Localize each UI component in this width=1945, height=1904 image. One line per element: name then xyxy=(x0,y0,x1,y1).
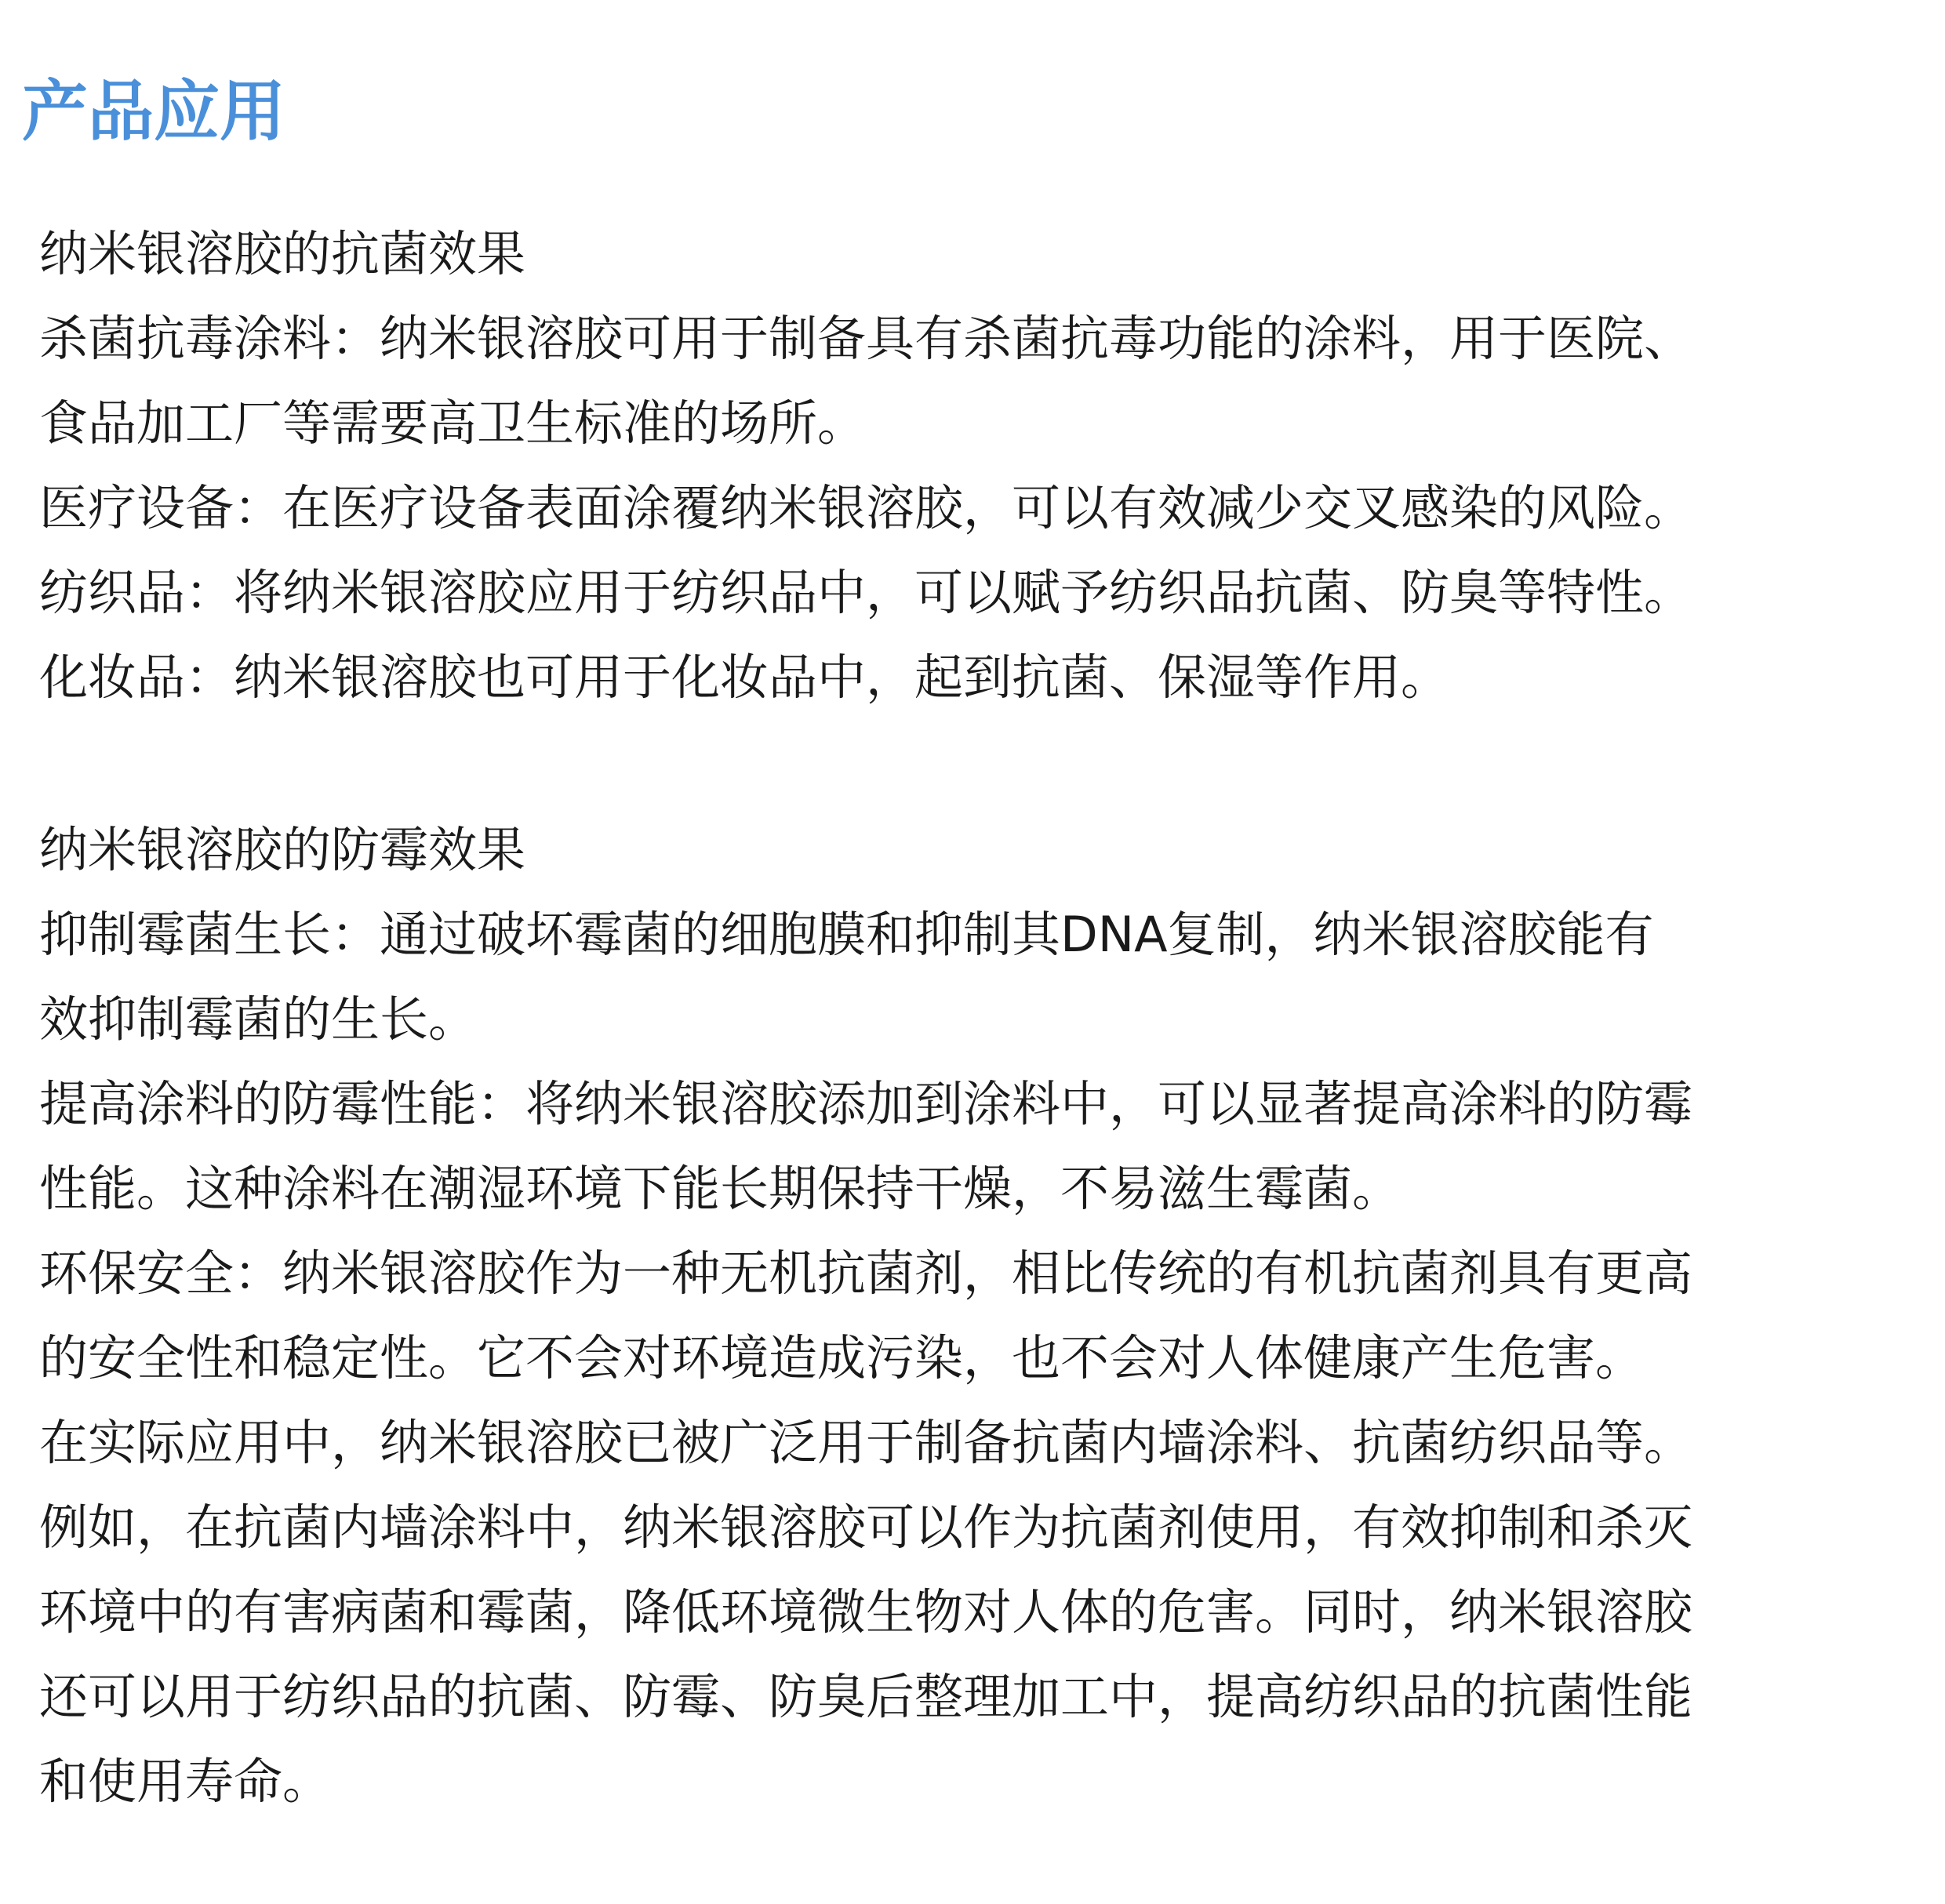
paragraph-line: 化妆品：纳米银溶胶也可用于化妆品中，起到抗菌、保湿等作用。 xyxy=(39,649,1450,706)
paragraph-line: 效抑制霉菌的生长。 xyxy=(39,990,478,1048)
paragraph-line: 食品加工厂等需要高卫生标准的场所。 xyxy=(39,394,867,452)
paragraph-line: 性能。这种涂料在潮湿环境下能长期保持干燥，不易滋生霉菌。 xyxy=(39,1160,1401,1217)
paragraph-line: 的安全性和稳定性。它不会对环境造成污染，也不会对人体健康产生危害。 xyxy=(39,1329,1645,1386)
paragraph-line: 例如，在抗菌内墙涂料中，纳米银溶胶可以作为抗菌剂使用，有效抑制和杀灭 xyxy=(39,1499,1693,1556)
paragraph-line: 提高涂料的防霉性能：将纳米银溶胶添加到涂料中，可以显著提高涂料的防霉 xyxy=(39,1075,1693,1132)
antimold-heading: 纳米银溶胶的防霉效果 xyxy=(39,821,526,878)
antibacterial-heading: 纳米银溶胶的抗菌效果 xyxy=(39,225,526,282)
paragraph-line: 抑制霉菌生长：通过破坏霉菌的细胞膜和抑制其DNA复制，纳米银溶胶能有 xyxy=(39,906,1654,963)
section-title: 产品应用 xyxy=(22,73,286,150)
paragraph-line: 还可以用于纺织品的抗菌、防霉、防臭后整理加工中，提高纺织品的抗菌性能 xyxy=(39,1668,1693,1725)
paragraph-line: 环境中的有害病菌和霉菌，降低环境微生物对人体的危害。同时，纳米银溶胶 xyxy=(39,1583,1693,1641)
paragraph-line: 纺织品：将纳米银溶胶应用于纺织品中，可以赋予纺织品抗菌、防臭等特性。 xyxy=(39,564,1693,621)
paragraph-line: 医疗设备：在医疗设备表面涂覆纳米银溶胶，可以有效减少交叉感染的风险。 xyxy=(39,479,1693,536)
paragraph-line: 在实际应用中，纳米银溶胶已被广泛用于制备抗菌内墙涂料、抗菌纺织品等。 xyxy=(39,1414,1693,1471)
paragraph-line: 环保安全：纳米银溶胶作为一种无机抗菌剂，相比传统的有机抗菌剂具有更高 xyxy=(39,1245,1693,1302)
paragraph-line: 和使用寿命。 xyxy=(39,1753,332,1810)
paragraph-line: 杀菌抗毒涂料：纳米银溶胶可用于制备具有杀菌抗毒功能的涂料，用于医院、 xyxy=(39,310,1693,367)
